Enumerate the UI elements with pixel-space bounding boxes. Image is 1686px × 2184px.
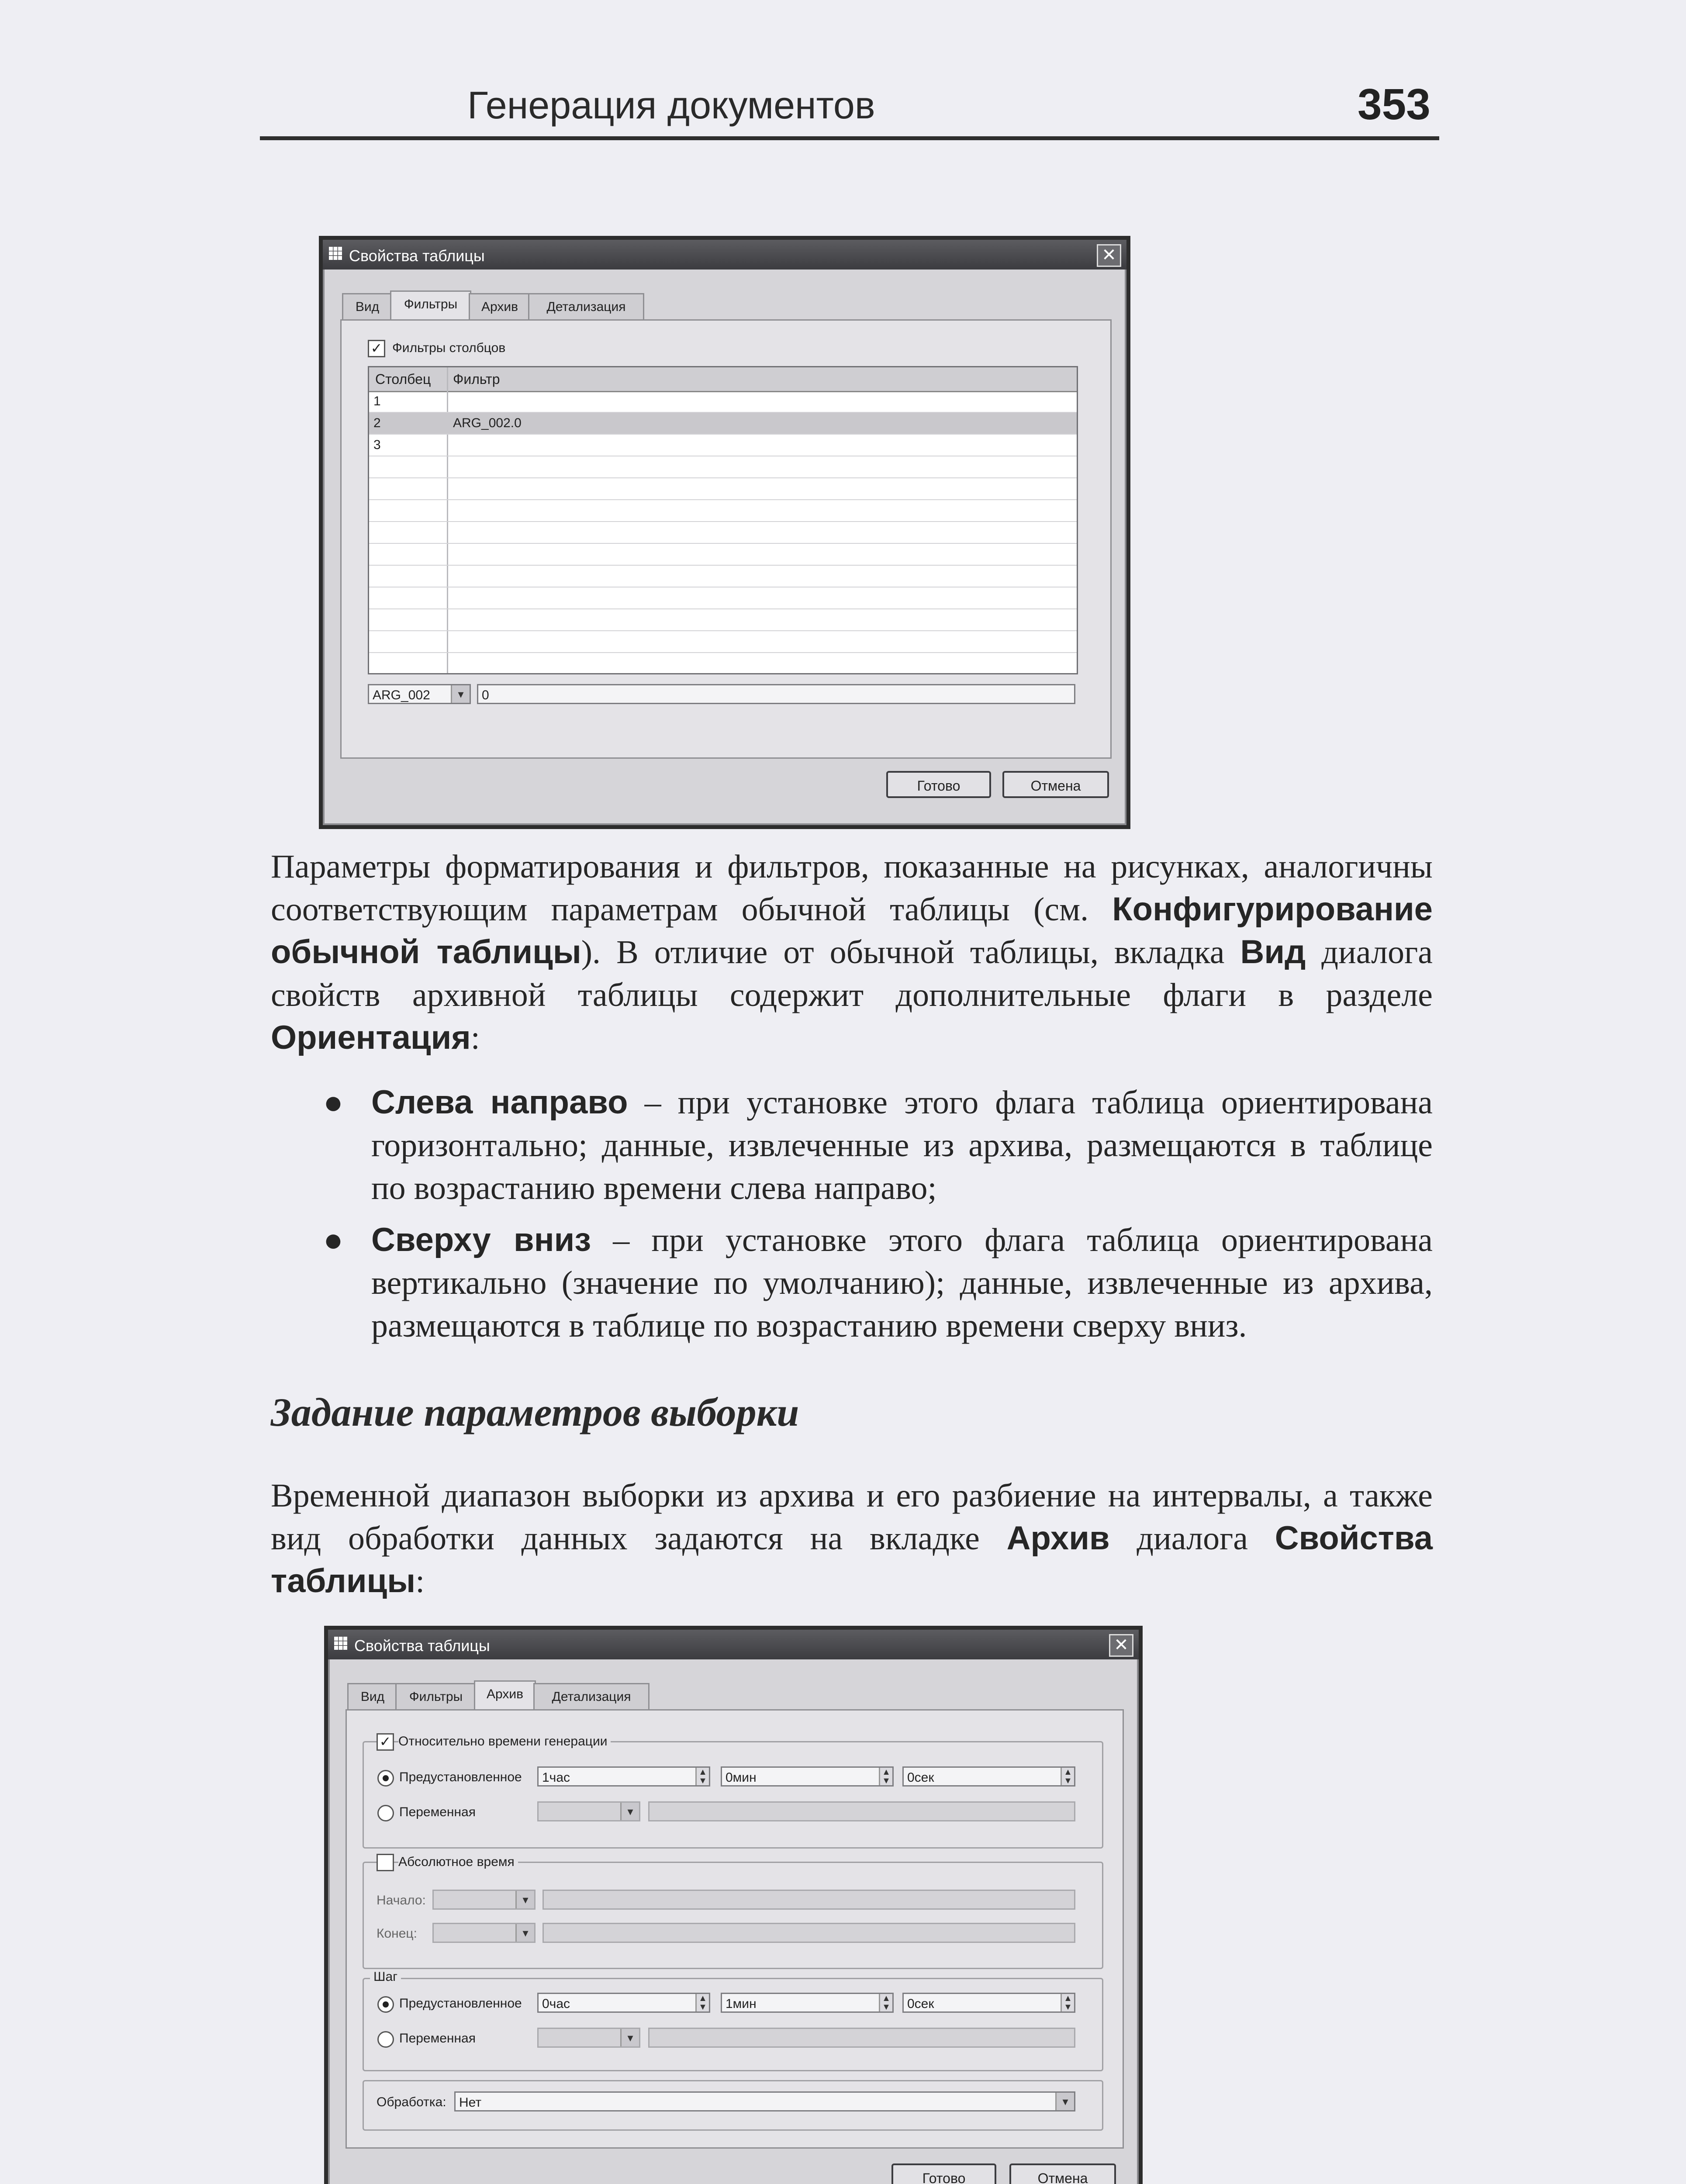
start-label: Начало:: [377, 1893, 426, 1908]
processing-value: Нет: [459, 2095, 482, 2110]
spinner-icon[interactable]: ▲ ▼: [695, 1768, 709, 1785]
absolute-time-group: [363, 1862, 1103, 1969]
tab-view[interactable]: Вид: [342, 293, 393, 321]
step-variable-select[interactable]: [537, 2028, 640, 2048]
spinner-icon[interactable]: ▲ ▼: [695, 1994, 709, 2011]
page-number: 353: [1358, 80, 1430, 129]
tab-view[interactable]: Вид: [347, 1683, 398, 1711]
bullet-term: Слева направо: [371, 1084, 628, 1121]
section-heading: Задание параметров выборки: [271, 1390, 799, 1434]
filter-value-text: 0: [482, 688, 489, 702]
tab-details[interactable]: Детализация: [533, 1683, 650, 1711]
empty-grid-row: [369, 456, 1077, 478]
filter-value-input[interactable]: [477, 684, 1075, 704]
header-rule: [260, 136, 1439, 140]
start-date-select[interactable]: [432, 1890, 536, 1910]
empty-grid-row: [369, 631, 1077, 653]
chevron-down-icon[interactable]: ▾: [515, 1891, 534, 1908]
relative-preset-radio[interactable]: [377, 1770, 394, 1787]
bullet-text: – при установке этого флага таблица ориентирована горизонтально; данные, извлеченные из архива, размещаются в таблице по возрастанию времени слева направо;: [371, 1084, 1433, 1206]
bullet-left-to-right: [323, 1081, 1433, 1209]
chevron-down-icon[interactable]: ▾: [620, 1803, 639, 1820]
empty-grid-row: [369, 478, 1077, 500]
relative-time-group: [363, 1741, 1103, 1849]
filters-tab-panel: [340, 319, 1112, 759]
table-row[interactable]: [369, 391, 1077, 413]
tab-archive[interactable]: Архив: [474, 1680, 536, 1711]
cancel-button[interactable]: Отмена: [1009, 2163, 1116, 2184]
bullet-dot: ●: [323, 1084, 343, 1121]
column-header-column: Столбец: [375, 371, 431, 387]
step-preset-radio[interactable]: [377, 1996, 394, 2013]
processing-label: Обработка:: [377, 2095, 446, 2109]
row-column-cell: 1: [373, 394, 381, 408]
relative-time-label: Относительно времени генерации: [398, 1734, 611, 1749]
ok-button[interactable]: Готово: [886, 771, 991, 798]
grid-header: [369, 367, 1077, 392]
close-button[interactable]: [1097, 244, 1121, 267]
column-filters-label: Фильтры столбцов: [392, 341, 506, 355]
bold-orientation: Ориентация: [271, 1019, 471, 1056]
spinner-icon[interactable]: ▲ ▼: [1061, 1768, 1074, 1785]
relative-seconds-input[interactable]: [902, 1766, 1075, 1787]
archive-tab-panel: [345, 1709, 1124, 2149]
tab-details[interactable]: Детализация: [528, 293, 644, 321]
spinner-icon[interactable]: ▲ ▼: [1061, 1994, 1074, 2011]
paragraph-formatting: [271, 845, 1433, 1059]
dialog-title: Свойства таблицы: [354, 1637, 490, 1655]
dialog-title: Свойства таблицы: [349, 247, 485, 265]
chevron-down-icon[interactable]: ▾: [451, 685, 470, 703]
empty-grid-row: [369, 500, 1077, 522]
running-title: Генерация документов: [467, 83, 875, 127]
step-legend: Шаг: [370, 1970, 401, 1984]
step-variable-label: Переменная: [399, 2031, 476, 2046]
bullet-dot: ●: [323, 1222, 343, 1258]
empty-grid-row: [369, 544, 1077, 566]
argument-select[interactable]: [368, 684, 471, 704]
check-icon: ✓: [370, 340, 383, 356]
step-hours-value: 0час: [542, 1997, 570, 2011]
bullet-top-to-bottom: [323, 1219, 1433, 1347]
empty-grid-row: [369, 566, 1077, 587]
bold-dialog-name: Свойства таблицы: [271, 1520, 1433, 1600]
relative-minutes-value: 0мин: [726, 1770, 757, 1785]
close-icon: ✕: [1114, 1635, 1129, 1655]
column-filters-checkbox[interactable]: [368, 340, 385, 357]
bold-tab-view: Вид: [1240, 933, 1306, 971]
empty-grid-row: [369, 609, 1077, 631]
paragraph-sampling: [271, 1474, 1433, 1603]
dialog-titlebar: [323, 240, 1126, 270]
absolute-time-label: Абсолютное время: [398, 1855, 518, 1870]
argument-select-value: ARG_002: [373, 688, 430, 702]
end-time-input[interactable]: [542, 1923, 1075, 1943]
step-group: [363, 1970, 1103, 2071]
paragraph-text: :: [470, 1019, 480, 1056]
relative-variable-label: Переменная: [399, 1805, 476, 1819]
close-button[interactable]: [1109, 1634, 1133, 1657]
relative-seconds-value: 0сек: [907, 1770, 934, 1785]
processing-select[interactable]: [454, 2091, 1075, 2111]
bold-link-config: Конфигурирование обычной таблицы: [271, 891, 1433, 971]
step-hours-input[interactable]: [537, 1993, 710, 2013]
paragraph-text: :: [415, 1563, 425, 1600]
dialog-titlebar: [328, 1630, 1139, 1659]
step-seconds-value: 0сек: [907, 1997, 934, 2011]
chevron-down-icon[interactable]: ▾: [620, 2029, 639, 2046]
cancel-button[interactable]: Отмена: [1002, 771, 1109, 798]
bold-tab-archive: Архив: [1006, 1520, 1110, 1557]
bullet-term: Сверху вниз: [371, 1221, 591, 1258]
row-column-cell: 2: [373, 416, 381, 430]
table-row[interactable]: [369, 435, 1077, 456]
relative-hours-value: 1час: [542, 1770, 570, 1785]
step-minutes-input[interactable]: [721, 1993, 894, 2013]
step-variable-radio[interactable]: [377, 2031, 394, 2048]
paragraph-text: Параметры форматирования и фильтров, показанные на рисунках, аналогичны соответствующим параметрам обычной таблицы (см.: [271, 848, 1433, 928]
step-variable-input[interactable]: [648, 2028, 1075, 2048]
step-seconds-input[interactable]: [902, 1993, 1075, 2013]
grid-icon: [329, 247, 342, 260]
close-icon: ✕: [1102, 245, 1116, 265]
paragraph-text: диалога свойств архивной таблицы содержит дополнительные флаги в разделе: [271, 934, 1433, 1013]
paragraph-text: Временной диапазон выборки из архива и его разбиение на интервалы, а также вид обработки данных задаются на вкладке: [271, 1477, 1433, 1557]
relative-variable-radio[interactable]: [377, 1805, 394, 1821]
spinner-icon[interactable]: ▲ ▼: [879, 1994, 892, 2011]
bullet-text: – при установке этого флага таблица ориентирована вертикально (значение по умолчанию); данные, извлеченные из архива, размещаются в таблице по возрастанию времени сверху вниз.: [371, 1222, 1433, 1344]
table-properties-dialog-filters: [319, 236, 1130, 829]
grid-icon: [334, 1637, 347, 1650]
empty-grid-row: [369, 587, 1077, 609]
table-properties-dialog-archive: [324, 1626, 1143, 2184]
relative-variable-input[interactable]: [648, 1801, 1075, 1821]
relative-variable-select[interactable]: [537, 1801, 640, 1821]
ok-button[interactable]: Готово: [891, 2163, 996, 2184]
relative-time-checkbox[interactable]: [377, 1733, 394, 1751]
chevron-down-icon[interactable]: ▾: [1055, 2093, 1074, 2110]
column-header-filter: Фильтр: [453, 371, 500, 387]
row-filter-cell: ARG_002.0: [453, 416, 522, 430]
start-time-input[interactable]: [542, 1890, 1075, 1910]
tab-filters[interactable]: Фильтры: [395, 1683, 477, 1711]
paragraph-text: диалога: [1109, 1520, 1275, 1557]
end-label: Конец:: [377, 1926, 417, 1941]
relative-preset-label: Предустановленное: [399, 1770, 522, 1784]
tab-archive[interactable]: Архив: [469, 293, 531, 321]
check-icon: ✓: [379, 1734, 391, 1749]
table-row[interactable]: [369, 413, 1077, 435]
tab-filters[interactable]: Фильтры: [390, 290, 471, 321]
spinner-icon[interactable]: ▲ ▼: [879, 1768, 892, 1785]
paragraph-text: ). В отличие от обычной таблицы, вкладка: [581, 934, 1240, 971]
end-date-select[interactable]: [432, 1923, 536, 1943]
step-minutes-value: 1мин: [726, 1997, 757, 2011]
relative-minutes-input[interactable]: [721, 1766, 894, 1787]
row-column-cell: 3: [373, 438, 381, 452]
absolute-time-checkbox[interactable]: [377, 1854, 394, 1871]
step-preset-label: Предустановленное: [399, 1996, 522, 2011]
filters-grid[interactable]: [368, 366, 1078, 674]
empty-grid-row: [369, 522, 1077, 544]
chevron-down-icon[interactable]: ▾: [515, 1924, 534, 1942]
relative-hours-input[interactable]: [537, 1766, 710, 1787]
